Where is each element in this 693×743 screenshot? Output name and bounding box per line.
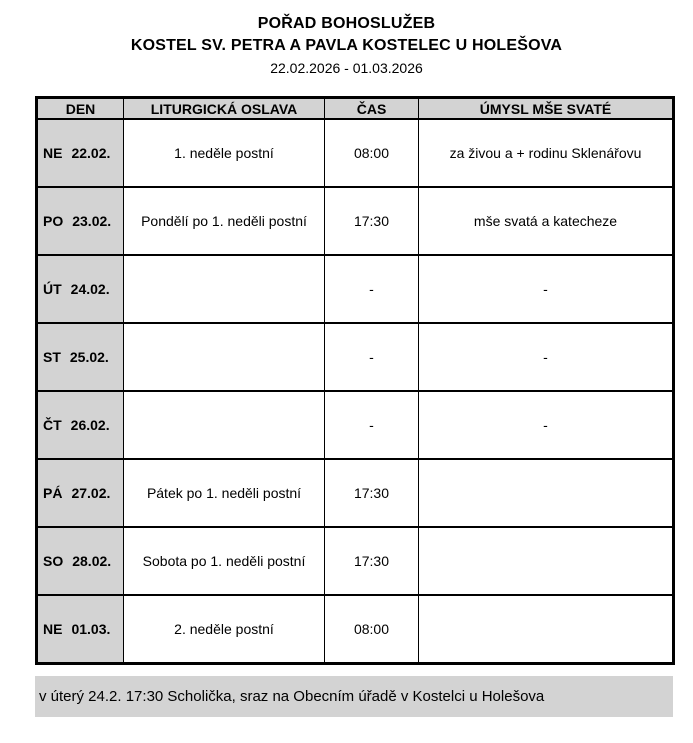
column-header-umysl-mse-svate: ÚMYSL MŠE SVATÉ — [419, 98, 674, 120]
time-cell: 08:00 — [325, 119, 419, 187]
time-cell: 17:30 — [325, 459, 419, 527]
celebration-cell — [124, 391, 325, 459]
day-date: 01.03. — [71, 620, 111, 637]
celebration-cell — [124, 255, 325, 323]
table-row — [37, 187, 674, 255]
table-row — [37, 391, 674, 459]
day-abbrev: PO — [43, 213, 64, 229]
day-abbrev: ÚT — [43, 281, 62, 297]
celebration-cell: 2. neděle postní — [124, 595, 325, 663]
celebration-cell: Pátek po 1. neděli postní — [124, 459, 325, 527]
note-text: v úterý 24.2. 17:30 Scholička, sraz na Obecním úřadě v Kostelci u Holešova — [39, 688, 545, 705]
day-date: 27.02. — [71, 485, 111, 501]
celebration-cell: 1. neděle postní — [124, 119, 325, 187]
schedule-body — [37, 119, 674, 663]
table-row — [37, 595, 674, 663]
column-header-cas: ČAS — [325, 98, 419, 120]
note-bar — [35, 676, 673, 717]
day-abbrev: ST — [43, 349, 61, 365]
table-row — [37, 527, 674, 595]
intention-cell: mše svatá a katecheze — [419, 187, 674, 255]
time-cell: 17:30 — [325, 187, 419, 255]
day-wrap — [38, 349, 123, 365]
day-date: 23.02. — [72, 213, 112, 229]
day-cell — [37, 187, 124, 255]
day-date: 28.02. — [72, 553, 112, 569]
celebration-cell: Pondělí po 1. neděli postní — [124, 187, 325, 255]
intention-cell: - — [419, 391, 674, 459]
day-abbrev: SO — [43, 553, 64, 569]
day-abbrev: NE — [43, 620, 63, 637]
day-cell — [37, 119, 124, 187]
celebration-cell — [124, 323, 325, 391]
intention-cell — [419, 595, 674, 663]
time-cell: - — [325, 391, 419, 459]
day-wrap — [38, 417, 123, 433]
date-range: 22.02.2026 - 01.03.2026 — [270, 60, 423, 76]
header-row — [37, 98, 674, 120]
column-header-den: DEN — [37, 98, 124, 120]
intention-cell: - — [419, 255, 674, 323]
table-row — [37, 119, 674, 187]
intention-cell: - — [419, 323, 674, 391]
time-cell: - — [325, 323, 419, 391]
day-wrap — [38, 621, 123, 637]
time-cell: 17:30 — [325, 527, 419, 595]
time-cell: - — [325, 255, 419, 323]
document-title: POŘAD BOHOSLUŽEB — [257, 15, 436, 32]
day-date: 24.02. — [70, 281, 110, 297]
table-row — [37, 255, 674, 323]
intention-cell — [419, 527, 674, 595]
column-header-liturgicka-oslava: LITURGICKÁ OSLAVA — [124, 98, 325, 120]
table-row — [37, 323, 674, 391]
schedule-header — [37, 98, 674, 120]
day-cell — [37, 459, 124, 527]
table-row — [37, 459, 674, 527]
intention-cell — [419, 459, 674, 527]
intention-cell: za živou a + rodinu Sklenářovu — [419, 119, 674, 187]
schedule-table — [35, 96, 675, 665]
day-wrap — [38, 145, 123, 161]
document-subtitle: KOSTEL SV. PETRA A PAVLA KOSTELEC U HOLEŠOVA — [130, 37, 563, 54]
day-wrap — [38, 213, 123, 229]
day-cell — [37, 527, 124, 595]
day-abbrev: NE — [43, 145, 63, 161]
day-date: 25.02. — [69, 349, 109, 365]
celebration-cell: Sobota po 1. neděli postní — [124, 527, 325, 595]
day-cell — [37, 391, 124, 459]
day-date: 26.02. — [70, 417, 110, 433]
day-abbrev: PÁ — [43, 485, 63, 501]
day-wrap — [38, 281, 123, 297]
day-abbrev: ČT — [43, 417, 62, 433]
day-date: 22.02. — [71, 145, 111, 161]
title-block — [0, 0, 693, 79]
day-cell — [37, 595, 124, 663]
day-cell — [37, 255, 124, 323]
time-cell: 08:00 — [325, 595, 419, 663]
day-wrap — [38, 485, 123, 501]
day-wrap — [38, 553, 123, 569]
day-cell — [37, 323, 124, 391]
